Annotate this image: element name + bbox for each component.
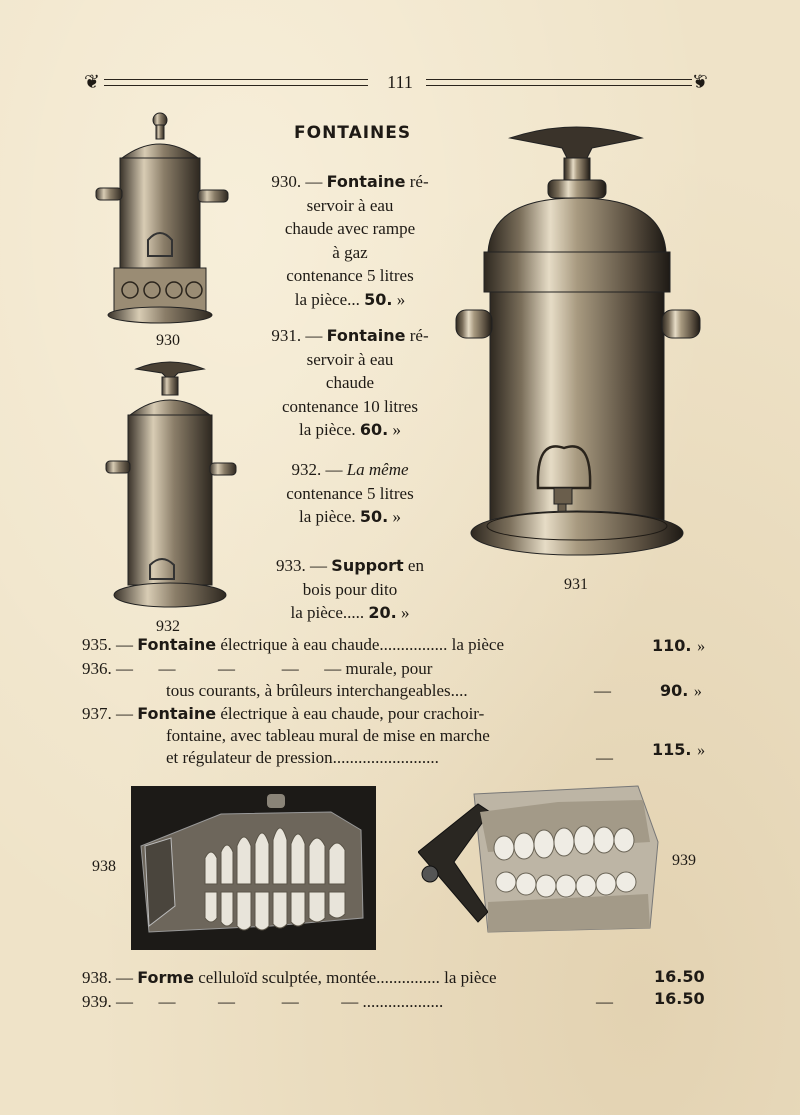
item-937-line2: fontaine, avec tableau mural de mise en marche <box>166 726 490 745</box>
item-931-dash: — <box>305 326 323 345</box>
item-935-price-wrap <box>652 636 705 656</box>
item-936-mark: » <box>693 683 702 700</box>
item-931-mark: » <box>392 420 401 439</box>
item-932-unit: la pièce. <box>299 507 356 526</box>
item-935-mark: » <box>697 638 706 655</box>
item-937-row <box>82 703 484 725</box>
item-938-row <box>82 967 497 989</box>
item-931-name: Fontaine <box>326 326 406 345</box>
item-930-mark: » <box>396 289 406 309</box>
item-930-dash: — <box>305 172 323 191</box>
item-935-price: 110. <box>652 636 692 655</box>
item-935-dash: — <box>116 635 133 654</box>
header-rule-left <box>104 79 368 86</box>
item-931-line4: contenance 10 litres <box>282 396 418 416</box>
item-939-row <box>82 991 443 1013</box>
item-931-line1: ré- <box>409 326 429 345</box>
item-933-line2: bois pour dito <box>302 579 398 599</box>
item-931-number: 931. <box>271 326 302 345</box>
item-935-number: 935. <box>82 635 112 654</box>
left-ornament-icon: ❦ <box>84 71 100 93</box>
item-939-dash2: — <box>596 992 613 1011</box>
header-rule-right <box>426 79 692 86</box>
item-930-line4: à gaz <box>332 242 368 262</box>
item-932-mark: » <box>392 507 401 526</box>
fountain-931-illustration <box>452 118 702 573</box>
item-936-dash2: — <box>594 681 611 700</box>
item-932-number: 932. <box>291 460 322 479</box>
item-933-description <box>252 554 448 625</box>
item-933-mark: » <box>400 603 410 622</box>
item-931-description <box>252 324 448 442</box>
figure-931-label: 931 <box>564 576 588 593</box>
section-title: FONTAINES <box>294 123 412 143</box>
item-939-number: 939. <box>82 992 112 1011</box>
item-930-unit: la pièce... <box>294 289 360 309</box>
item-937-text: électrique à eau chaude, pour crachoir- <box>220 704 485 723</box>
item-930-price: 50. <box>364 289 393 309</box>
item-930-line1: ré- <box>409 172 429 191</box>
item-932-line2: contenance 5 litres <box>286 483 414 503</box>
figure-930-label: 930 <box>156 332 180 349</box>
item-937-price: 115. <box>652 740 692 759</box>
item-936-text: murale, pour <box>345 659 433 678</box>
item-937-name: Fontaine <box>137 704 217 723</box>
item-933-number: 933. <box>276 556 306 575</box>
item-930-line3: chaude avec rampe <box>284 219 416 238</box>
item-930-number: 930. <box>271 172 302 191</box>
item-937-mark: » <box>697 742 706 759</box>
figure-938-label: 938 <box>92 858 116 875</box>
item-933-dash: — <box>310 556 328 575</box>
item-937-dash: — <box>116 704 133 723</box>
item-936-number: 936. <box>82 659 112 678</box>
item-936-row <box>82 658 432 680</box>
item-938-price: 16.50 <box>654 967 705 986</box>
item-931-line2: servoir à eau <box>306 349 394 369</box>
item-937-price-wrap <box>652 740 705 760</box>
right-ornament-icon: ❦ <box>692 71 708 93</box>
item-936-price: 90. <box>660 681 689 700</box>
fountain-932-illustration <box>100 355 240 617</box>
item-937-line3: et régulateur de pression......................... <box>166 748 439 767</box>
item-938-text: celluloïd sculptée, montée............... <box>198 968 440 987</box>
item-932-price: 50. <box>359 507 389 526</box>
item-930-line5: contenance 5 litres <box>286 266 414 285</box>
item-930-line2: servoir à eau <box>306 195 394 215</box>
item-939-price: 16.50 <box>654 989 705 1008</box>
figure-932-label: 932 <box>156 618 180 635</box>
item-936-price-wrap <box>660 681 702 701</box>
item-935-name: Fontaine <box>137 635 217 654</box>
item-937-dash2: — <box>596 748 613 767</box>
figure-939-label: 939 <box>672 852 696 869</box>
item-932-dash: — <box>325 460 343 479</box>
item-938-name: Forme <box>137 968 194 987</box>
teeth-model-938-photo <box>131 786 376 950</box>
item-933-name: Support <box>331 556 404 575</box>
item-931-line3: chaude <box>325 373 375 392</box>
page-number: 111 <box>387 72 413 92</box>
item-933-price: 20. <box>368 603 397 622</box>
item-931-price: 60. <box>359 420 389 439</box>
teeth-model-939-photo <box>418 782 663 942</box>
item-932-name: La même <box>346 460 409 479</box>
item-938-number: 938. <box>82 968 112 987</box>
item-935-text: électrique à eau chaude................ <box>220 635 448 654</box>
item-937-number: 937. <box>82 704 112 723</box>
item-931-unit: la pièce. <box>299 420 356 439</box>
item-933-unit: la pièce..... <box>290 603 365 622</box>
item-930-name: Fontaine <box>326 172 406 191</box>
item-935-unit: la pièce <box>451 635 505 654</box>
item-939-dots: ................... <box>362 992 444 1011</box>
item-936-dashes: — — — — — <box>116 659 342 678</box>
item-936-line2: tous courants, à brûleurs interchangeables.... <box>166 681 468 700</box>
fountain-930-illustration <box>90 110 235 330</box>
item-938-unit: la pièce <box>444 968 497 987</box>
item-939-dashes: — — — — — <box>116 992 359 1011</box>
item-930-description <box>252 170 448 311</box>
item-938-dash: — <box>116 968 133 987</box>
item-935-row <box>82 634 504 656</box>
item-932-description <box>252 458 448 529</box>
item-933-line1: en <box>407 556 424 575</box>
